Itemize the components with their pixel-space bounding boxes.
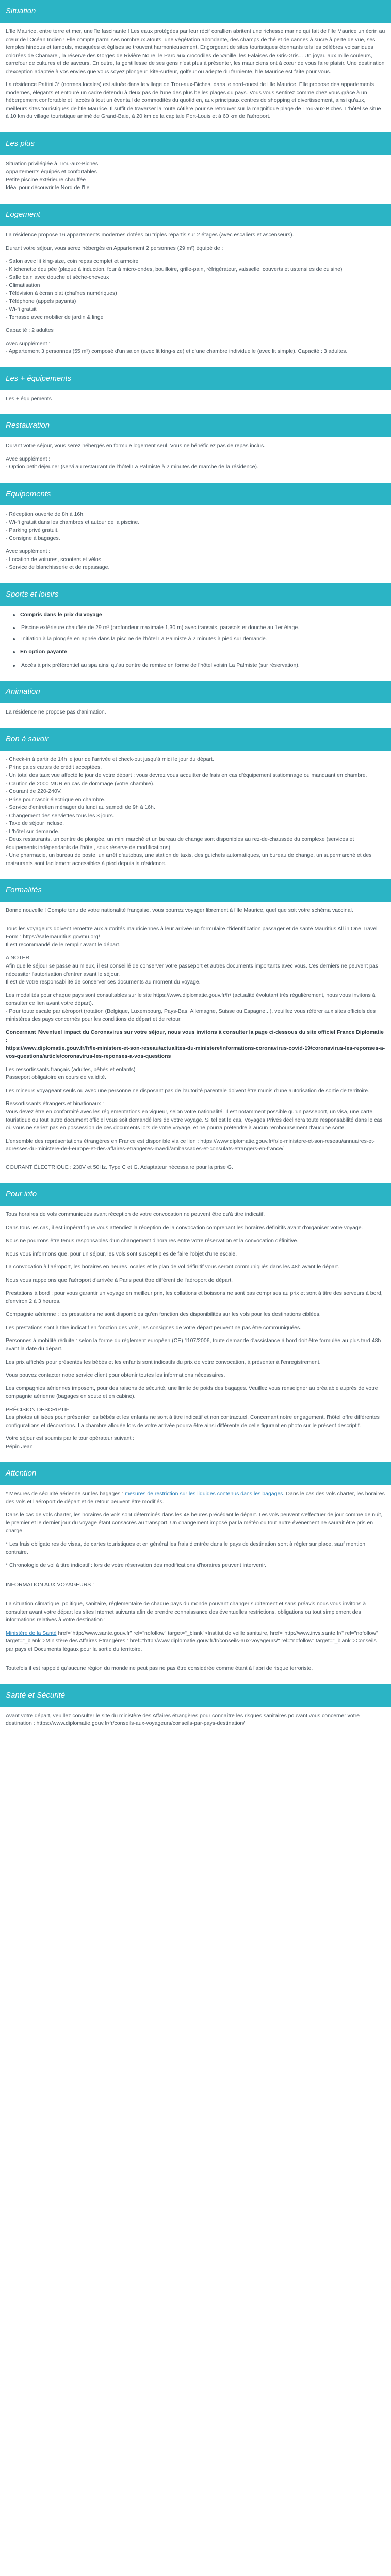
logement-equipment-item: - Télévision à écran plat (chaînes numériques) bbox=[6, 290, 117, 297]
liquids-restriction-link[interactable]: mesures de restriction sur les liquides contenus dans les bagages bbox=[125, 1490, 283, 1497]
section-situation-header: Situation bbox=[0, 0, 391, 23]
formalites-paragraph: Afin que le séjour se passe au mieux, il est conseillé de conserver votre passeport et autres documents importants avec vous. Ces derniers ne peuvent pas nécessiter l'autorisation d'entrer avant le séjour. bbox=[6, 963, 378, 977]
formalites-electricity: COURANT ÉLECTRIQUE : 230V et 50Hz. Type C et G. Adaptateur nécessaire pour la prise G. bbox=[6, 1164, 233, 1171]
restauration-supplement-text: - Option petit déjeuner (servi au restaurant de l'hôtel La Palmiste à 2 minutes de marche de la résidence). bbox=[6, 464, 258, 470]
section-attention-header: Attention bbox=[0, 1462, 391, 1485]
attention-paragraph: * Chronologie de vol à titre indicatif : lors de votre réservation des modifications d'horaires peuvent intervenir. bbox=[6, 1562, 267, 1569]
formalites-paragraph: Les mineurs voyageant seuls ou avec une personne ne disposant pas de l'autorité parentale doivent être munis d'une autorisation de sortie de territoire. bbox=[6, 1087, 370, 1094]
section-plus-equipements-body bbox=[0, 395, 391, 403]
section-equipements-header: Equipements bbox=[0, 483, 391, 505]
formalites-paragraph: L'ensemble des représentations étrangères en France est disponible via ce lien : https://www.diplomatie.gouv.fr/fr/le-ministere-et-son-reseau/annuaires-et-adresses-du-ministere-de-l-europe-et-des-affaires-etrangeres-maedi/ambassades-et-consulats-etrangers-en-france/ bbox=[6, 1138, 375, 1153]
equipements-supplement-label: Avec supplément : bbox=[6, 548, 51, 555]
logement-equipment-item: - Téléphone (appels payants) bbox=[6, 298, 76, 304]
attention-paragraph: * Les frais obligatoires de visas, de cartes touristiques et en général les frais d'entrée dans le pays de destination sont à régler sur place, sauf mention contraire. bbox=[6, 1540, 366, 1555]
pour-info-sub-text: Les photos utilisées pour présenter les bébés et les enfants ne sont à titre indicatif et non contractuel. Concernant notre engagement, l'hôtel offre différentes configurations et décorations. La chambre allouée lors de votre arrivée pourra être ainsi différente de celle figurant en photo sur le présent descriptif. bbox=[6, 1414, 380, 1429]
pour-info-item: Nous vous informons que, pour un séjour, les vols sont susceptibles de faire l'objet d'une escale. bbox=[6, 1250, 237, 1257]
section-pour-info-header: Pour info bbox=[0, 1183, 391, 1206]
plus-item: Appartements équipés et confortables bbox=[6, 168, 97, 175]
section-plus-body bbox=[0, 160, 391, 192]
logement-equipment-item: - Kitchenette équipée (plaque à induction, four à micro-ondes, bouilloire, grille-pain, réfrigérateur, vaisselle, couverts et ustensiles de cuisine) bbox=[6, 266, 343, 273]
section-formalites-body bbox=[0, 907, 391, 1172]
section-animation-body bbox=[0, 708, 391, 717]
sports-included-list bbox=[6, 611, 385, 619]
logement-equipment-item: - Salle bain avec douche et sèche-cheveux bbox=[6, 274, 109, 281]
pour-info-item: Les prix affichés pour présentés les bébés et les enfants sont indicatifs du prix de votre convocation, à présenter à l'enregistrement. bbox=[6, 1359, 321, 1365]
bon-savoir-item: - Taxe de séjour incluse. bbox=[6, 820, 64, 827]
section-attention-body bbox=[0, 1490, 391, 1673]
attention-info-label: INFORMATION AUX VOYAGEURS : bbox=[6, 1581, 94, 1588]
pour-info-note-2: Pépin Jean bbox=[6, 1443, 33, 1450]
formalites-paragraph: Les modalités pour chaque pays sont consultables sur le site https://www.diplomatie.gouv.fr/fr/ (actualité évolutant très régulièrement, nous vous invitons à consulter ce lien avant votre départ). bbox=[6, 992, 376, 1007]
bon-savoir-item: - Check-in à partir de 14h le jour de l'arrivée et check-out jusqu'à midi le jour du départ. bbox=[6, 756, 214, 762]
bon-savoir-item: - Principales cartes de crédit acceptées. bbox=[6, 764, 102, 771]
equipements-item: - Consigne à bagages. bbox=[6, 535, 60, 541]
logement-equipment-item: - Terrasse avec mobilier de jardin & linge bbox=[6, 314, 104, 320]
logement-stay-line: Durant votre séjour, vous serez hébergés en Appartement 2 personnes (29 m²) équipé de : bbox=[6, 245, 223, 251]
bon-savoir-item: - Prise pour rasoir électrique en chambre. bbox=[6, 796, 106, 803]
attention-links-paragraph bbox=[6, 1630, 385, 1654]
logement-supplement-label: Avec supplément : bbox=[6, 340, 51, 347]
pour-info-item: Les compagnies aériennes imposent, pour des raisons de sécurité, une limite de poids des bagages. Veuillez vous renseigner au préalable auprès de votre compagnie aérienne (bagages en soute et en cabine). bbox=[6, 1385, 378, 1400]
pour-info-item: Personnes à mobilité réduite : selon la forme du règlement européen (CE) 1107/2006, toute demande d'assistance à bord doit être formulée au plus tard 48h avant la date du départ. bbox=[6, 1337, 381, 1352]
restauration-supplement-label: Avec supplément : bbox=[6, 455, 51, 462]
situation-paragraph: L'Ile Maurice, entre terre et mer, une île fascinante ! Les eaux protégées par leur récif corallien abritent une richesse marine qui fait de l'Ile Maurice un écrin au cœur de l'Océan Indien ! Elle compte parmi ses nombreux atouts, une végétation abondante, des champs de thé et de cannes à sucre à perte de vue, ses temples hindous et tamouls, mosquées et églises se trouvent harmonieusement. Engorgeant de sites touristiques étonnants tels les célèbres volcaniques colorées de Chamarel, la réserve des Gorges de Rivière Noire, le Parc aux crocodiles de Vanille, les Falaises de Gris-Gris... Un joyau aux mille couleurs, carrefour de cultures et de saveurs. En outre, la gentillesse de ses gens n'est plus à présenter, les mauriciens ont à cœur de vous faire plaisir. Une destination d'exception adaptée à vos envies que vous soyez plongeur, kite-surfeur, golfeur ou adepte du farniente, l'Ile Maurice est faite pour vous. bbox=[6, 28, 385, 75]
section-plus-equipements-header: Les + équipements bbox=[0, 367, 391, 390]
section-animation-header: Animation bbox=[0, 681, 391, 703]
attention-paragraph: Toutefois il est rappelé qu'aucune région du monde ne peut pas ne pas être considérée comme étant à l'abri de risque terroriste. bbox=[6, 1665, 313, 1672]
equipements-item: - Wi-fi gratuit dans les chambres et autour de la piscine. bbox=[6, 519, 140, 526]
section-equipements-body bbox=[0, 511, 391, 572]
section-restauration-body bbox=[0, 442, 391, 471]
section-sante-header: Santé et Sécurité bbox=[0, 1684, 391, 1707]
equipements-supplement-item: - Service de blanchisserie et de repassage. bbox=[6, 564, 110, 571]
sports-option-items bbox=[6, 662, 385, 670]
plus-item: Petite piscine extérieure chauffée bbox=[6, 176, 86, 183]
section-situation-body bbox=[0, 28, 391, 121]
pour-info-item: Les prestations sont à titre indicatif en fonction des vols, les consignes de votre départ peuvent ne pas être communiquées. bbox=[6, 1324, 302, 1331]
pour-info-item: Nous vous rappelons que l'aéroport d'arrivée à Paris peut être différent de l'aéroport de départ. bbox=[6, 1277, 233, 1283]
bon-savoir-item: - Changement des serviettes tous les 3 jours. bbox=[6, 812, 115, 819]
formalites-covid-link[interactable]: https://www.diplomatie.gouv.fr/fr/le-ministere-et-son-reseau/actualites-du-ministere/informations-coronavirus-covid-19/coronavirus-les-reponses-a-vos-questions/article/coronavirus-les-reponses-a-vos-questions bbox=[6, 1045, 385, 1060]
bon-savoir-item: - Service d'entretien ménager du lundi au samedi de 9h à 16h. bbox=[6, 804, 155, 811]
formalites-paragraph: Vous devez être en conformité avec les réglementations en vigueur, selon votre nationalité. Il est notamment possible qu'un passeport, un visa, une carte touristique ou tout autre document officiel vous soit demandé lors de votre voyage. Si tel est le cas, Voyages Privés déclinera toute responsabilité dans le cas où vous ne seriez pas en possession de ces documents lors de votre voyage, et ne pourra prétendre à aucun remboursement d'aucune sorte. bbox=[6, 1108, 383, 1131]
attention-paragraph: La situation climatique, politique, sanitaire, réglementaire de chaque pays du monde pouvant changer subitement et sans préavis nous vous invitons à consulter avant votre départ les sites Internet suivants afin de prendre connaissance des éventuelles restrictions, obligations ou tout simplement des informations relatives à votre destination : bbox=[6, 1601, 366, 1623]
logement-capacity: Capacité : 2 adultes bbox=[6, 327, 54, 334]
bon-savoir-item: - L'hôtel sur demande. bbox=[6, 828, 60, 835]
attention-prefix: * Mesures de sécurité aérienne sur les bagages : bbox=[6, 1490, 125, 1497]
section-bon-savoir-body bbox=[0, 756, 391, 868]
equipements-item: - Réception ouverte de 8h à 16h. bbox=[6, 511, 85, 517]
attention-paragraph bbox=[6, 1490, 385, 1506]
sports-included-item: Piscine extérieure chauffée de 29 m² (profondeur maximale 1,30 m) avec transats, parasols et douche au 1er étage. bbox=[6, 624, 385, 632]
section-sante-body bbox=[0, 1712, 391, 1728]
section-sports-header: Sports et loisirs bbox=[0, 583, 391, 606]
formalites-paragraph: Il est recommandé de le remplir avant le départ. bbox=[6, 941, 121, 948]
situation-paragraph-2: La résidence Pattini 3* (normes locales) est située dans le village de Trou-aux-Biches, dans le nord-ouest de l'Ile Maurice. Elle propose des appartements modernes, élégants et entouré un cadre détendu à deux pas de l'une des plus belles plages du pays. Vous vous sentirez comme chez vous grâce à un hébergement confortable et l'accès à tout un éventail de commodités du quotidien, aux principaux centres de shopping et divertissement, ainsi qu'aux, meilleurs sites touristiques de l'Ile Maurice. Il suffit de traverser la route côtière pour se retrouver sur la magnifique plage de Trou-aux-Biches. L'hôtel se situe à 10 km du village touristique animé de Grand-Baie, à 20 km de la capitale Port-Louis et à 60 km de l'aéroport. bbox=[6, 81, 381, 120]
formalites-paragraph: Tous les voyageurs doivent remettre aux autorités mauriciennes à leur arrivée un formulaire d'identification passager et de santé Mauritius All in One Travel Form : https://safemauritius.govmu.org/ bbox=[6, 925, 378, 940]
sports-included-items bbox=[6, 624, 385, 643]
sports-option-list bbox=[6, 648, 385, 656]
logement-supplement-text: - Appartement 3 personnes (55 m²) composé d'un salon (avec lit king-size) et d'une chambre individuelle (avec lit simple). Capacité : 3 adultes. bbox=[6, 348, 348, 355]
bon-savoir-item: - Deux restaurants, un centre de plongée, un mini marché et un bureau de change sont disponibles au rez-de-chaussée du complexe (services et équipements indépendants de l'hôtel, sous réserve de modifications). bbox=[6, 836, 354, 851]
pour-info-item: Vous pouvez contacter notre service client pour obtenir toutes les informations nécessaires. bbox=[6, 1372, 225, 1379]
pour-info-item: Nous ne pourrons être tenus responsables d'un changement d'horaires entre votre réservation et la convocation définitive. bbox=[6, 1238, 299, 1244]
plus-item: Idéal pour découvrir le Nord de l'Ile bbox=[6, 184, 90, 191]
formalites-avoid-label: A NOTER bbox=[6, 955, 30, 961]
animation-paragraph: La résidence ne propose pas d'animation. bbox=[6, 709, 106, 716]
plus-equipements-item: Les + équipements bbox=[6, 395, 52, 402]
formalites-paragraph: Passeport obligatoire en cours de validité. bbox=[6, 1074, 106, 1081]
pour-info-item: Tous horaires de vols communiqués avant réception de votre convocation ne peuvent être qu'à titre indicatif. bbox=[6, 1211, 265, 1218]
logement-intro: La résidence propose 16 appartements modernes dotées ou triples répartis sur 2 étages (avec escaliers et ascenseurs). bbox=[6, 231, 294, 238]
equipements-item: - Parking privé gratuit. bbox=[6, 527, 59, 534]
bon-savoir-item: - Caution de 2000 MUR en cas de dommage (votre chambre). bbox=[6, 780, 155, 787]
formalites-covid-title: Concernant l'éventuel impact du Coronavirus sur votre séjour, nous vous invitons à consulter la page ci-dessous du site officiel France Diplomatie : bbox=[6, 1029, 384, 1044]
section-bon-savoir-header: Bon à savoir bbox=[0, 728, 391, 751]
sports-included-item: Initiation à la plongée en apnée dans la piscine de l'hôtel La Palmiste à 2 minutes à pied sur demande. bbox=[6, 635, 385, 643]
logement-equipment-item: - Climatisation bbox=[6, 282, 40, 289]
section-formalites-header: Formalités bbox=[0, 879, 391, 902]
bon-savoir-item: - Courant de 220-240V. bbox=[6, 788, 62, 795]
formalites-intro: Bonne nouvelle ! Compte tenu de votre nationalité française, vous pourrez voyager librement à l'Ile Maurice, quel que soit votre schéma vaccinal. bbox=[6, 907, 353, 914]
logement-equipment-item: - Salon avec lit king-size, coin repas complet et armoire bbox=[6, 258, 139, 265]
pour-info-item: La convocation à l'aéroport, les horaires en heures locales et le plan de vol définitif vous seront communiqués dans les 48h avant le départ. bbox=[6, 1264, 339, 1270]
sante-paragraph: Avant votre départ, veuillez consulter le site du ministère des Affaires étrangères pour connaître les risques sanitaires pouvant vous concerner votre destination : https://www.diplomatie.gouv.fr/fr/conseils-aux-voyageurs/conseils-par-pays-destination/ bbox=[6, 1712, 360, 1727]
sports-option-label: En option payante bbox=[6, 648, 385, 656]
logement-equipment-item: - Wi-fi gratuit bbox=[6, 306, 37, 313]
section-plus-header: Les plus bbox=[0, 132, 391, 155]
formalites-paragraph: - Pour toute escale par aéroport (rotation (Belgique, Luxembourg, Pays-Bas, Allemagne, Suisse ou Espagne...), veuillez vous référer aux sites officiels des ministères des pays concernés pour les conditions de départ et de retour. bbox=[6, 1008, 376, 1023]
sports-included-label: Compris dans le prix du voyage bbox=[6, 611, 385, 619]
attention-links-text: href="http://www.sante.gouv.fr" rel="nofollow" target="_blank">Institut de veille sanitaire, href="http://www.invs.sante.fr/" rel="nofollow" target="_blank">Ministère des Affaires Étrangères : href="http://www.diplomatie.gouv.fr/fr/conseils-aux-voyageurs/" rel="nofollow" target="_blank">Conseils par pays et Documents légaux pour la sortie du territoire. bbox=[6, 1630, 378, 1652]
pour-info-note: Votre séjour est soumis par le tour opérateur suivant : bbox=[6, 1435, 135, 1442]
section-sports-body bbox=[0, 611, 391, 670]
ministere-sante-link[interactable]: Ministère de la Santé bbox=[6, 1630, 57, 1636]
section-restauration-header: Restauration bbox=[0, 414, 391, 437]
section-logement-body bbox=[0, 231, 391, 356]
equipements-supplement-item: - Location de voitures, scooters et vélos. bbox=[6, 556, 103, 563]
attention-rest: . Dans le cas des vols charter, les horaires des vols et l'aéroport de départ et de retour peuvent être modifiés. bbox=[6, 1490, 385, 1505]
pour-info-sub-label: PRÉCISION DESCRIPTIF bbox=[6, 1406, 70, 1413]
section-pour-info-body bbox=[0, 1211, 391, 1451]
section-logement-header: Logement bbox=[0, 204, 391, 226]
formalites-paragraph: Il est de votre responsabilité de conserver ces documents au moment du voyage. bbox=[6, 979, 201, 986]
attention-paragraph: Dans le cas de vols charter, les horaires de vols sont déterminés dans les 48 heures précédant le départ. Les vols peuvent s'effectuer de jour comme de nuit, le premier et le dernier jour du voyage étant consacrés au transport. Un changement imposé par la météo ou tout autre événement ne saurait être pris en charge. bbox=[6, 1512, 383, 1534]
plus-item: Situation privilégiée à Trou-aux-Biches bbox=[6, 160, 99, 167]
pour-info-item: Dans tous les cas, il est impératif que vous attendiez la réception de la convocation comprenant les horaires définitifs avant d'organiser votre voyage. bbox=[6, 1224, 363, 1231]
formalites-french-nationals-label: Les ressortissants français (adultes, bébés et enfants) bbox=[6, 1066, 136, 1073]
formalites-foreigners-label: Ressortissants étrangers et binationaux : bbox=[6, 1100, 104, 1107]
bon-savoir-item: - Une pharmacie, un bureau de poste, un arrêt d'autobus, une station de taxis, des guichets automatiques, un bureau de change, un supermarché et des restaurants sont facilement accessibles à pied depuis la résidence. bbox=[6, 852, 372, 867]
restauration-paragraph: Durant votre séjour, vous serez hébergés en formule logement seul. Vous ne bénéficiez pas de repas inclus. bbox=[6, 443, 266, 449]
pour-info-item: Prestations à bord : pour vous garantir un voyage en meilleur prix, les collations et boissons ne sont pas comprises au prix et sont à titre des serveurs à bord, d'environ 2 à 3 heures. bbox=[6, 1290, 383, 1304]
bon-savoir-item: - Un total des taux vue affecté le jour de votre départ : vous devrez vous acquitter de frais en cas d'équipement statiomnage ou manquant en chambre. bbox=[6, 772, 367, 778]
sports-option-item: Accès à prix préférentiel au spa ainsi qu'au centre de remise en forme de l'hôtel voisin La Palmiste (sur réservation). bbox=[6, 662, 385, 670]
pour-info-item: Compagnie aérienne : les prestations ne sont disponibles qu'en fonction des disponibilités sur les vols pour les destinations ciblées. bbox=[6, 1311, 321, 1318]
